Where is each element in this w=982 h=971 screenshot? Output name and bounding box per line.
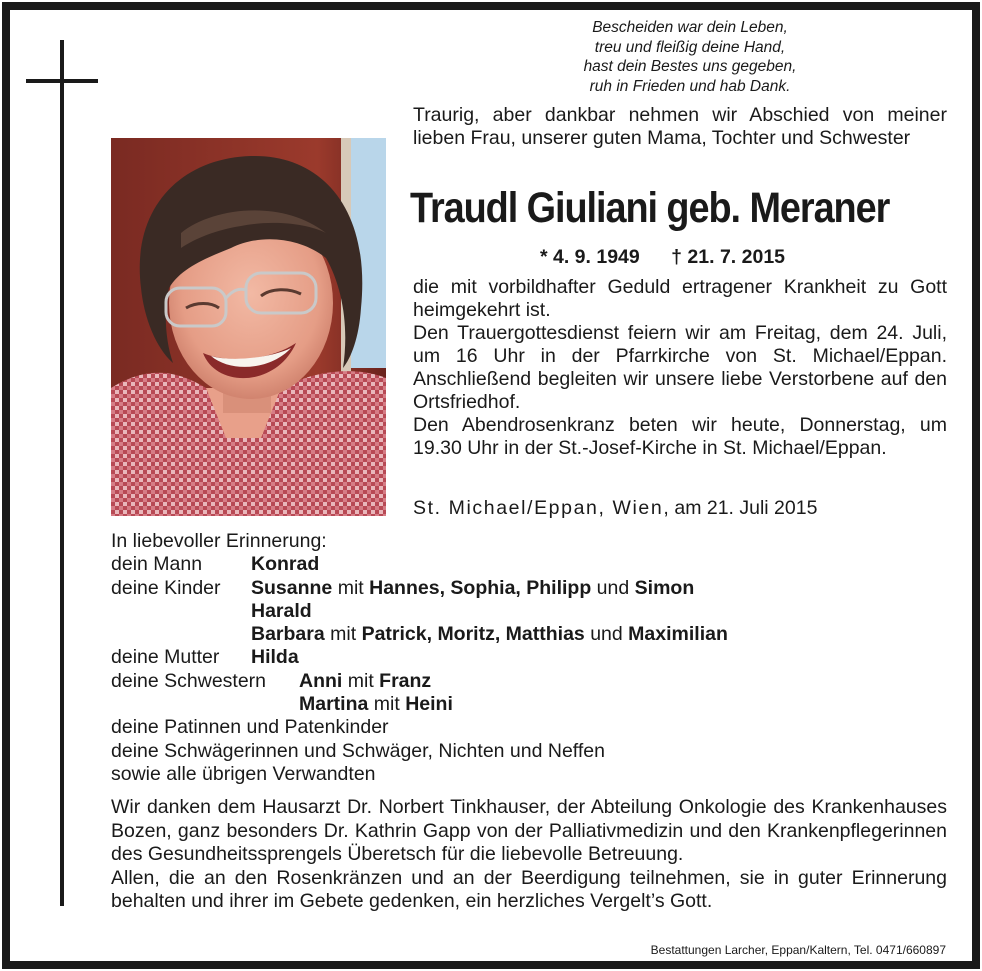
child-name: Susanne (251, 576, 333, 599)
verse-line: hast dein Bestes uns gegeben, (583, 58, 797, 75)
relation-label: deine Schwestern (111, 669, 267, 692)
relatives-line: deine Schwägerinnen und Schwäger, Nichten und Neffen (111, 739, 605, 762)
connector-text: mit (337, 576, 364, 599)
paragraph: Allen, die an den Rosenkränzen und an der Beerdigung teilnehmen, sie in guter Erinnerung behalten und ihrer im Gebete gedenken, ein herzliches Vergelt’s Gott. (111, 866, 947, 912)
relation-label: deine Mutter (111, 646, 220, 669)
relatives-line: deine Patinnen und Patenkinder (111, 716, 389, 739)
verse-line: treu und fleißig deine Hand, (594, 38, 786, 56)
cross-icon-horizontal (26, 79, 98, 83)
spouse-name: Franz (379, 669, 432, 692)
family-row-husband (111, 553, 951, 576)
relatives-line: sowie alle übrigen Verwandten (111, 762, 376, 785)
portrait-photo-icon (111, 138, 386, 516)
grandchildren-names: Patrick, Moritz, Matthias (361, 623, 585, 646)
announcement-text (413, 276, 947, 460)
child-name: Harald (251, 599, 312, 622)
birth-date: * 4. 9. 1949 (540, 246, 640, 268)
death-date: † 21. 7. 2015 (671, 246, 786, 268)
spouse-name: Hannes, (369, 576, 445, 599)
date: am 21. Juli 2015 (674, 497, 818, 519)
child-entry (251, 577, 694, 600)
paragraph: die mit vorbildhafter Geduld ertragener Krankheit zu Gott heimgekehrt ist. (413, 276, 947, 321)
verse-line: Bescheiden war dein Leben, (592, 19, 788, 36)
family-row-children (111, 577, 951, 600)
relation-label: deine Kinder (111, 576, 221, 599)
mother-name: Hilda (251, 646, 299, 669)
sister-entry (299, 693, 453, 716)
place-and-date (413, 496, 817, 520)
grandchildren-names: Sophia, Philipp (450, 576, 592, 599)
grandchild-name: Simon (634, 576, 695, 599)
memorial-verse (540, 18, 840, 96)
family-list (111, 530, 951, 786)
place: St. Michael/Eppan, Wien, (413, 497, 671, 519)
paragraph: Den Trauergottesdienst feiern wir am Freitag, dem 24. Juli, um 16 Uhr in der Pfarrkirche von St. Michael/Eppan. Anschließend begleiten wir unsere liebe Verstorbene auf den Ortsfriedhof. (413, 322, 947, 413)
verse-line: ruh in Frieden und hab Dank. (589, 77, 791, 95)
family-heading: In liebevoller Erinnerung: (111, 530, 327, 552)
connector-text: und (590, 623, 623, 646)
spouse-name: Heini (405, 693, 453, 716)
family-row-sisters (111, 670, 951, 693)
funeral-home-credit: Bestattungen Larcher, Eppan/Kaltern, Tel. 0471/660897 (650, 943, 946, 957)
intro-text: Traurig, aber dankbar nehmen wir Abschied von meiner lieben Frau, unserer guten Mama, Tochter und Schwester (413, 104, 947, 149)
grandchild-name: Maximilian (628, 623, 728, 646)
life-dates (540, 245, 785, 269)
family-row-child-2 (111, 600, 951, 623)
sister-name: Anni (299, 669, 343, 692)
paragraph: Wir danken dem Hausarzt Dr. Norbert Tinkhauser, der Abteilung Onkologie des Krankenhauses Bozen, ganz besonders Dr. Kathrin Gapp von der Palliativmedizin und den Krankenpflegerinnen des Gesundheitssprengels Überetsch für die liebevolle Betreuung. (111, 796, 947, 865)
sister-name: Martina (299, 693, 369, 716)
paragraph: Den Abendrosenkranz beten wir heute, Donnerstag, um 19.30 Uhr in der St.-Josef-Kirche in St. Michael/Eppan. (413, 414, 947, 459)
family-row-other (111, 763, 951, 786)
family-row-mother (111, 646, 951, 669)
connector-text: mit (373, 693, 400, 716)
family-row-child-3 (111, 623, 951, 646)
connector-text: mit (347, 669, 374, 692)
connector-text: und (596, 576, 630, 599)
husband-name: Konrad (251, 553, 320, 576)
child-entry (251, 623, 728, 646)
connector-text: mit (330, 623, 357, 646)
deceased-name: Traudl Giuliani geb. Meraner (410, 184, 890, 232)
acknowledgement-text (111, 796, 947, 914)
relation-label: dein Mann (111, 553, 203, 576)
family-heading-row (111, 530, 951, 553)
cross-icon-vertical (60, 40, 64, 906)
child-name: Barbara (251, 623, 325, 646)
family-row-other (111, 740, 951, 763)
sister-entry (299, 670, 431, 693)
family-row-sister-2 (111, 693, 951, 716)
family-row-other (111, 716, 951, 739)
